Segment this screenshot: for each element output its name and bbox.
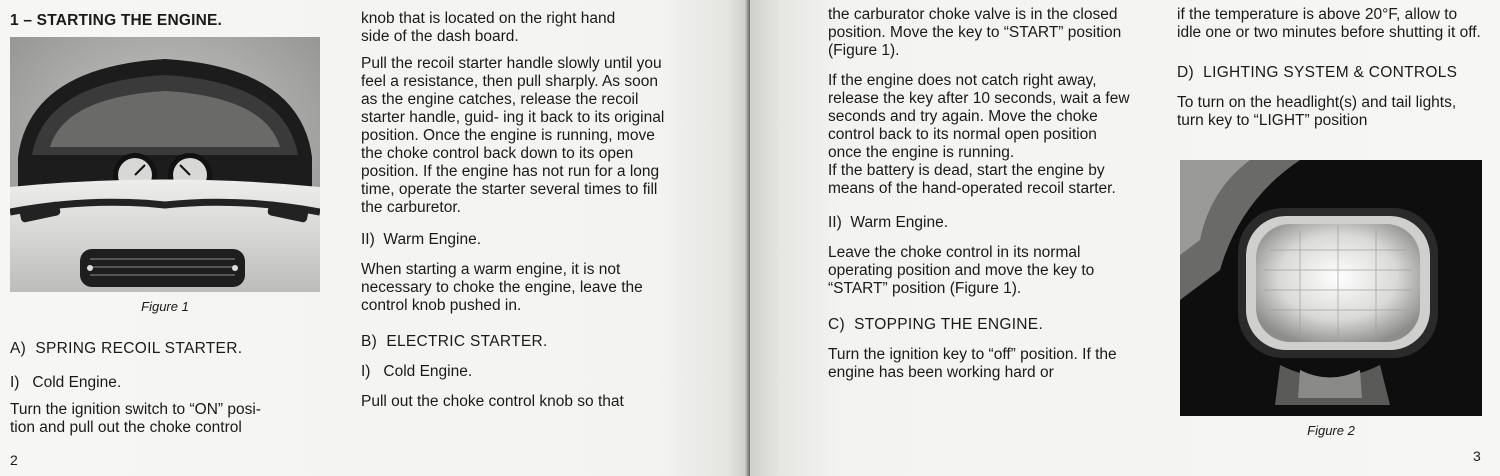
ignition-line-2: tion and pull out the choke control (10, 419, 242, 436)
leave-choke-paragraph: Leave the choke control in its normal operating position and move the key to “START” position (Figure 1). (828, 244, 1095, 297)
carburator-paragraph: the carburator choke valve is in the closed position. Move the key to “START” position (Figure 1). (828, 6, 1122, 59)
warm-engine-paragraph: When starting a warm engine, it is not necessary to choke the engine, leave the control knob pushed in. (361, 261, 643, 314)
stopping-paragraph: Turn the ignition key to “off” position. If the engine has been working hard or (828, 346, 1117, 381)
warm-engine-subheading: II) Warm Engine. (361, 231, 482, 248)
ignition-paragraph (10, 401, 320, 437)
right-column-2 (1177, 6, 1483, 139)
section-c-heading: C) STOPPING THE ENGINE. (828, 316, 1044, 333)
knob-line-2: side of the dash board. (361, 28, 519, 45)
page-number-left: 2 (10, 452, 18, 468)
catch-paragraph: If the engine does not catch right away, release the key after 10 seconds, wait a few seconds and try again. Move the choke control back to its normal open position once the engine is running. (828, 72, 1130, 161)
section-heading: 1 – STARTING THE ENGINE. (10, 12, 223, 29)
ignition-line-1: Turn the ignition switch to “ON” posi- (10, 401, 261, 418)
right-column-1 (828, 6, 1134, 391)
temperature-paragraph: if the temperature is above 20°F, allow to idle one or two minutes before shutting it off. (1177, 6, 1481, 41)
recoil-paragraph: Pull the recoil starter handle slowly until you feel a resistance, then pull sharply. As soon as the engine catches, release the recoil starter handle, guid- ing it back to its original position. Once the engine is running, move the choke control back down to its open position. If the engine has not run for a long time, operate the starter several times to fill the carburetor. (361, 55, 665, 216)
right-page (750, 0, 1500, 476)
figure-1-photo (10, 37, 320, 292)
page-number-right: 3 (1473, 448, 1481, 464)
section-b-heading: B) ELECTRIC STARTER. (361, 333, 548, 350)
choke-knob-paragraph: Pull out the choke control knob so that (361, 393, 624, 410)
section-a-heading: A) SPRING RECOIL STARTER. (10, 340, 243, 357)
headlight-illustration (1180, 160, 1482, 416)
cold-engine-subheading-2: I) Cold Engine. (361, 363, 473, 380)
right-column-2-caption (1180, 422, 1482, 440)
left-column-1 (10, 12, 320, 30)
figure-2-photo (1180, 160, 1482, 416)
section-d-heading: D) LIGHTING SYSTEM & CONTROLS (1177, 64, 1458, 81)
headlight-paragraph: To turn on the headlight(s) and tail lights, turn key to “LIGHT” position (1177, 94, 1457, 129)
left-column-1-text (10, 340, 320, 437)
cold-engine-subheading: I) Cold Engine. (10, 374, 122, 391)
left-column-2 (361, 10, 667, 420)
knob-line-1: knob that is located on the right hand (361, 10, 616, 27)
figure-2-caption: Figure 2 (1307, 423, 1355, 438)
left-column-1-lower (10, 298, 320, 316)
battery-paragraph: If the battery is dead, start the engine by means of the hand-operated recoil starter. (828, 162, 1116, 197)
dashboard-illustration (10, 37, 320, 292)
warm-engine-subheading-2: II) Warm Engine. (828, 214, 949, 231)
figure-1-caption: Figure 1 (141, 299, 189, 314)
